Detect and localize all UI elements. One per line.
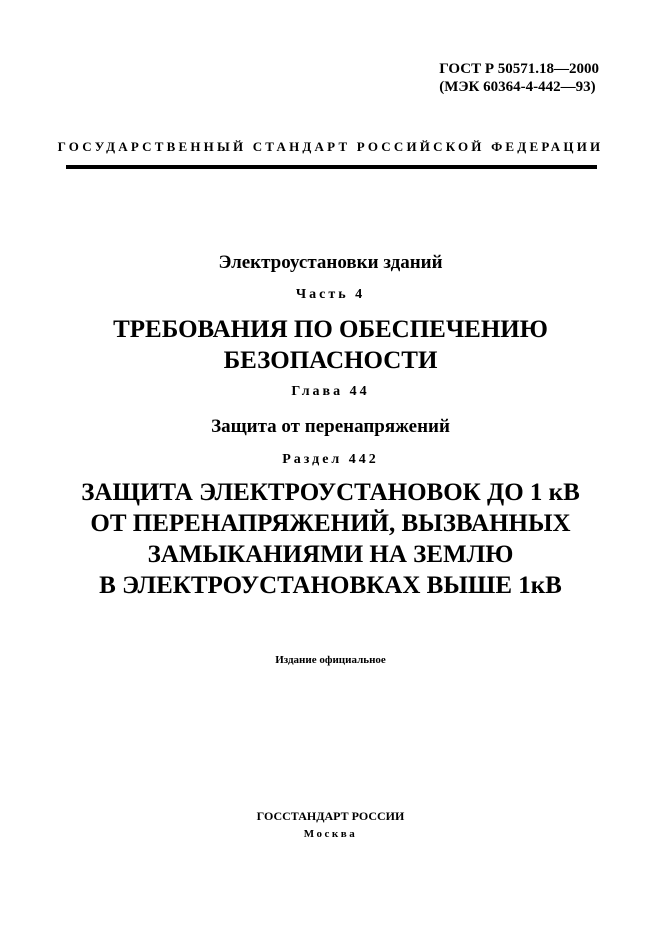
section-title-line: В ЭЛЕКТРОУСТАНОВКАХ ВЫШЕ 1кВ <box>99 572 562 599</box>
edition-note: Издание официальное <box>275 654 386 666</box>
section-label: Раздел 442 <box>282 452 379 467</box>
chapter-title: Защита от перенапряжений <box>211 416 450 437</box>
header-rule <box>66 165 597 169</box>
section-title <box>0 477 661 601</box>
chapter-label: Глава 44 <box>291 384 370 399</box>
publication-city: Москва <box>303 828 358 840</box>
part-label: Часть 4 <box>295 287 366 302</box>
section-title-line: ОТ ПЕРЕНАПРЯЖЕНИЙ, ВЫЗВАННЫХ <box>90 510 571 537</box>
part-title <box>0 314 661 376</box>
standard-code <box>439 60 599 96</box>
standard-number: ГОСТ Р 50571.18—2000 <box>439 61 599 77</box>
part-title-line: БЕЗОПАСНОСТИ <box>223 347 438 374</box>
part-title-line: ТРЕБОВАНИЯ ПО ОБЕСПЕЧЕНИЮ <box>113 316 548 343</box>
state-standard-heading: ГОСУДАРСТВЕННЫЙ СТАНДАРТ РОССИЙСКОЙ ФЕДЕРАЦИИ <box>57 139 604 154</box>
section-title-line: ЗАЩИТА ЭЛЕКТРОУСТАНОВОК ДО 1 кВ <box>81 479 580 506</box>
document-title: Электроустановки зданий <box>218 252 443 273</box>
section-title-line: ЗАМЫКАНИЯМИ НА ЗЕМЛЮ <box>147 541 514 568</box>
publisher: ГОССТАНДАРТ РОССИИ <box>256 809 405 823</box>
iec-reference: (МЭК 60364-4-442—93) <box>439 79 596 95</box>
